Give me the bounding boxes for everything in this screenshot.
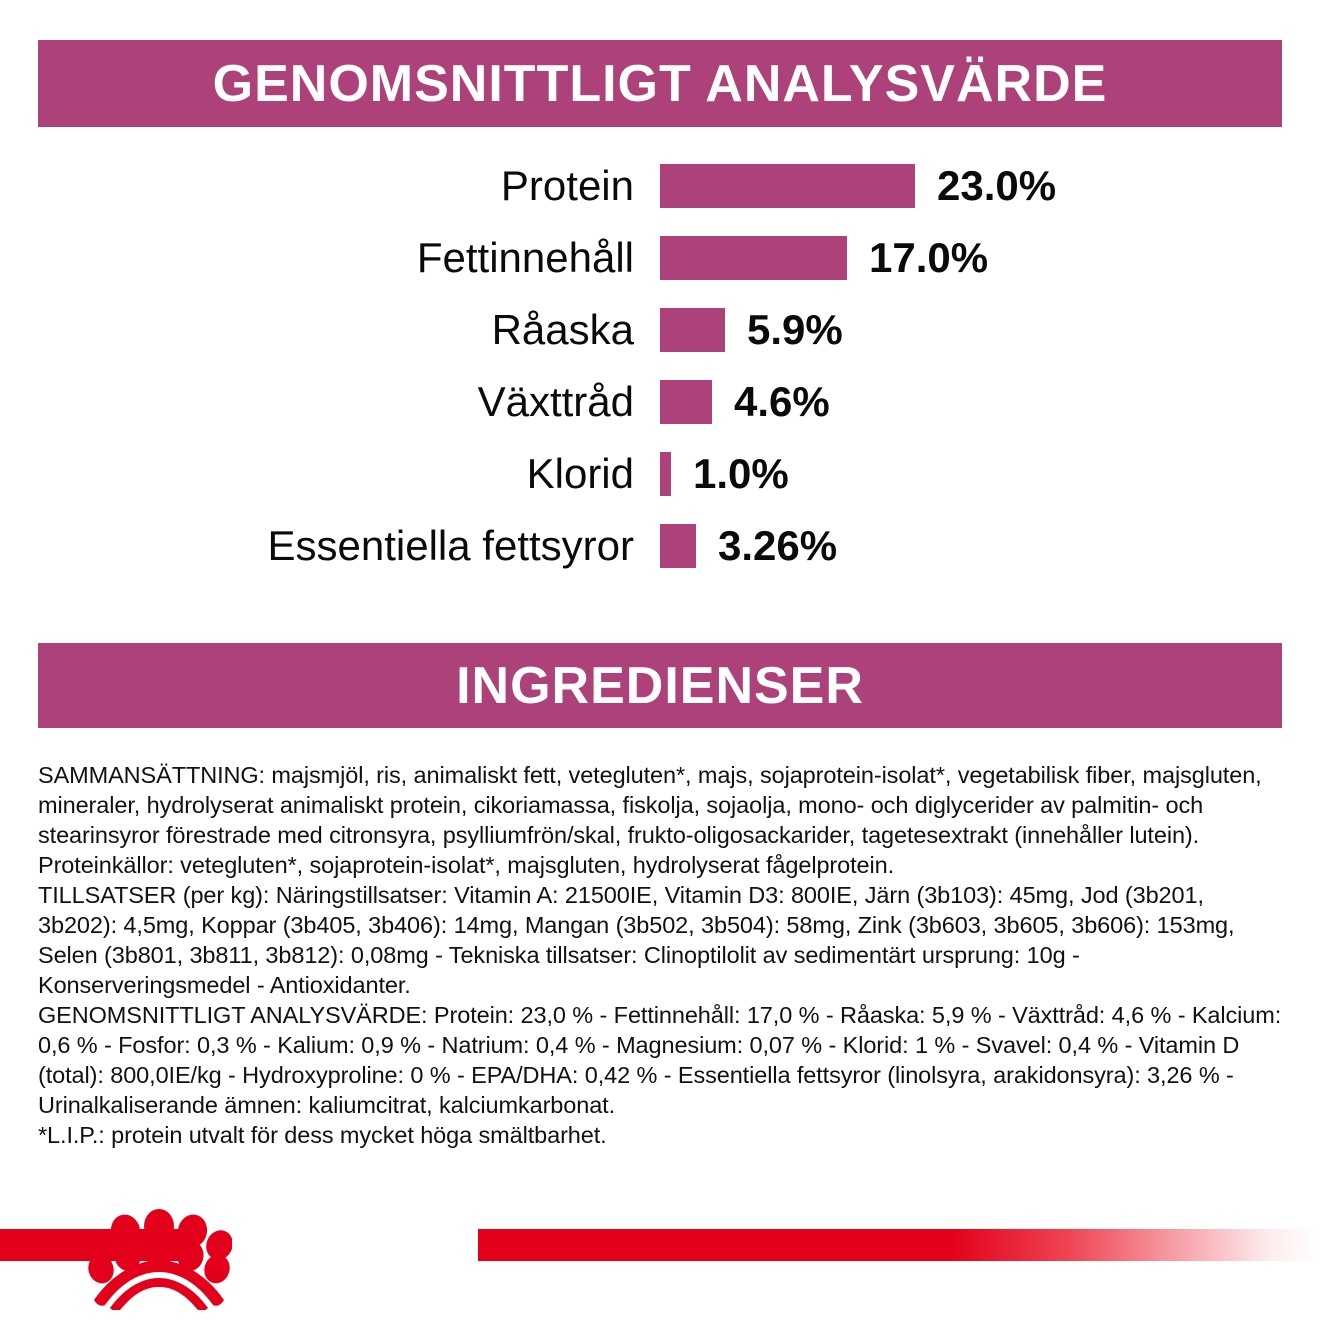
ingredients-header-title: INGREDIENSER xyxy=(456,656,864,715)
chart-row xyxy=(0,438,1320,510)
ingredients-paragraph-composition: SAMMANSÄTTNING: majsmjöl, ris, animaliskt fett, vetegluten*, majs, sojaprotein-isolat*, vegetabilisk fiber, majsgluten, mineraler, hydrolyserat animaliskt protein, cikoriamassa, fiskolja, sojaolja, mono- och diglycerider av palmitin- och stearinsyror förestrade med citronsyra, psylliumfrön/skal, frukto-oligosackarider, tagetesextrakt (innehåller lutein). Proteinkällor: vetegluten*, sojaprotein-isolat*, majsgluten, hydrolyserat fågelprotein. xyxy=(38,762,1262,878)
chart-row-bar-group xyxy=(660,524,837,568)
chart-row-label: Växttråd xyxy=(477,378,634,425)
chart-row xyxy=(0,510,1320,582)
chart-row-value: 23.0% xyxy=(937,162,1057,209)
chart-row-label: Protein xyxy=(500,162,634,209)
chart-bar xyxy=(660,164,915,208)
chart-row-label: Fettinnehåll xyxy=(416,234,634,281)
average-analysis-bar-chart xyxy=(0,150,1320,582)
chart-row-value: 3.26% xyxy=(718,522,838,569)
analysis-header-title: GENOMSNITTLIGT ANALYSVÄRDE xyxy=(212,54,1108,113)
chart-row xyxy=(0,150,1320,222)
chart-row-bar-group xyxy=(660,164,1056,208)
chart-row-bar-group xyxy=(660,308,843,352)
chart-row-bar-group xyxy=(660,236,988,280)
chart-row-label: Essentiella fettsyror xyxy=(267,522,634,569)
chart-row-bar-group xyxy=(660,380,830,424)
ingredients-paragraph-lip-footnote: *L.I.P.: protein utvalt för dess mycket höga smältbarhet. xyxy=(38,1122,607,1148)
chart-row xyxy=(0,366,1320,438)
chart-row xyxy=(0,294,1320,366)
footer-rule-right xyxy=(478,1229,1320,1261)
chart-row-value: 4.6% xyxy=(734,378,830,425)
chart-bar xyxy=(660,308,725,352)
chart-row-label: Råaska xyxy=(491,306,634,353)
ingredients-text-block xyxy=(38,760,1288,1150)
chart-bar xyxy=(660,524,696,568)
chart-row-value: 1.0% xyxy=(693,450,789,497)
ingredients-paragraph-additives: TILLSATSER (per kg): Näringstillsatser: Vitamin A: 21500IE, Vitamin D3: 800IE, Järn (3b103): 45mg, Jod (3b201, 3b202): 4,5mg, Koppar (3b405, 3b406): 14mg, Mangan (3b502, 3b504): 58mg, Zink (3b603, 3b605, 3b606): 153mg, Selen (3b801, 3b811, 3b812): 0,08mg - Tekniska tillsatser: Clinoptilolit av sedimentärt ursprung: 10g - Konserveringsmedel - Antioxidanter. xyxy=(38,882,1235,998)
royal-canin-crown-logo xyxy=(86,1200,232,1310)
chart-row-label: Klorid xyxy=(526,450,634,497)
chart-row-value: 17.0% xyxy=(869,234,989,281)
ingredients-paragraph-analysis: GENOMSNITTLIGT ANALYSVÄRDE: Protein: 23,0 % - Fettinnehåll: 17,0 % - Råaska: 5,9 % - Växttråd: 4,6 % - Kalcium: 0,6 % - Fosfor: 0,3 % - Kalium: 0,9 % - Natrium: 0,4 % - Magnesium: 0,07 % - Klorid: 1 % - Svavel: 0,4 % - Vitamin D (total): 800,0IE/kg - Hydroxyproline: 0 % - EPA/DHA: 0,42 % - Essentiella fettsyror (linolsyra, arakidonsyra): 3,26 % - Urinalkaliserande ämnen: kaliumcitrat, kalciumkarbonat. xyxy=(38,1002,1282,1118)
chart-row-value: 5.9% xyxy=(747,306,843,353)
chart-bar xyxy=(660,236,847,280)
analysis-header-band xyxy=(38,40,1282,127)
chart-row-bar-group xyxy=(660,452,789,496)
chart-row xyxy=(0,222,1320,294)
chart-bar xyxy=(660,452,671,496)
footer xyxy=(0,1180,1320,1320)
chart-bar xyxy=(660,380,712,424)
ingredients-header-band xyxy=(38,643,1282,728)
